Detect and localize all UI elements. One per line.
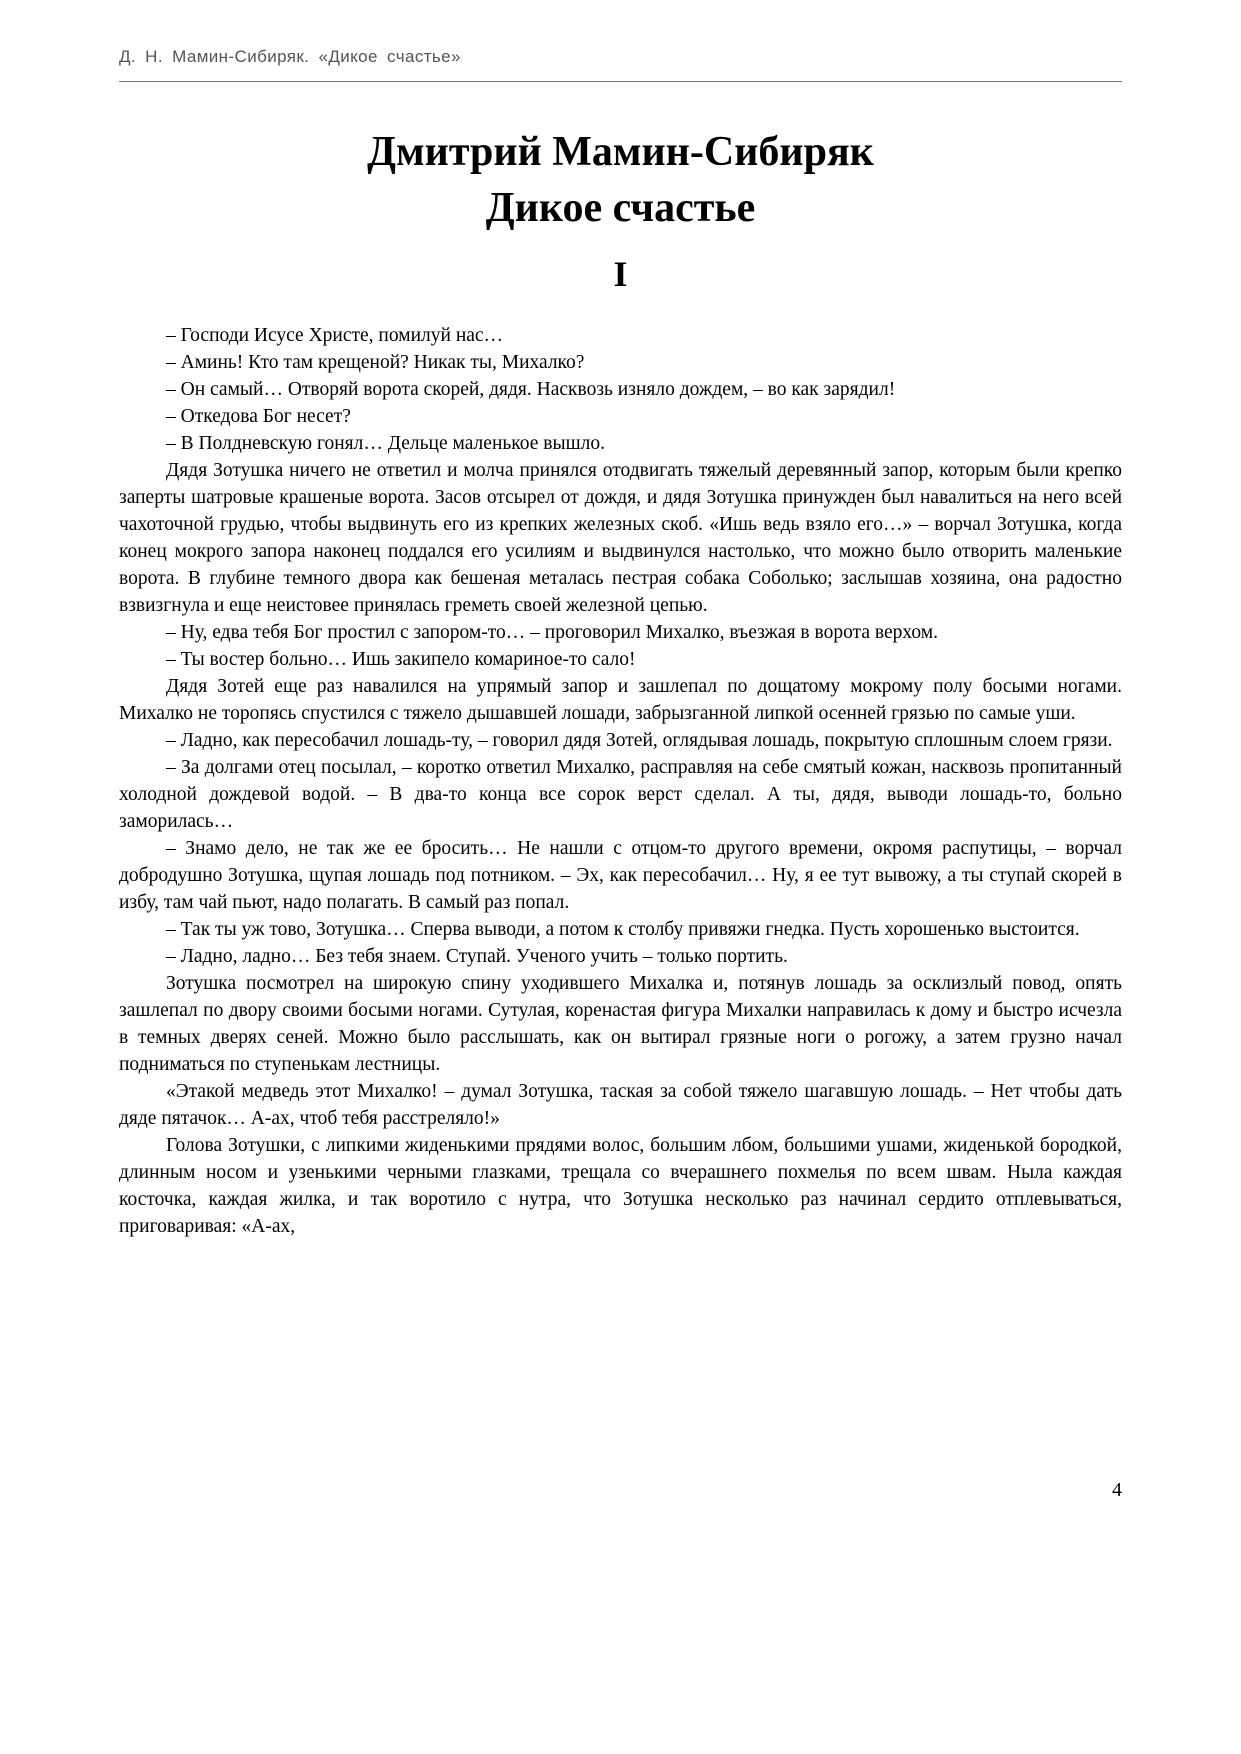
title-block: [119, 124, 1122, 236]
paragraph: – Откедова Бог несет?: [166, 406, 351, 427]
header-divider: [119, 81, 1122, 82]
paragraph: – Так ты уж тово, Зотушка… Сперва выводи, а потом к столбу привяжи гнедка. Пусть хорошенько выстоится.: [166, 919, 1080, 940]
body-text: [119, 322, 1122, 1240]
paragraph: Дядя Зотушка ничего не ответил и молча принялся отодвигать тяжелый деревянный запор, которым были крепко заперты шатровые крашеные ворота. Засов отсырел от дождя, и дядя Зотушка принужден был навалиться на него всей чахоточной грудью, чтобы выдвинуть его из крепких железных скоб. «Ишь ведь взяло его…» – ворчал Зотушка, когда конец мокрого запора наконец поддался его усилиям и выдвинулся настолько, что можно было отворить маленькие ворота. В глубине темного двора как бешеная металась пестрая собака Соболько; заслышав хозяина, она радостно взвизгнула и еще неистовее принялась греметь своей железной цепью.: [119, 460, 1122, 616]
paragraph: – Господи Исусе Христе, помилуй нас…: [166, 325, 504, 346]
author-name: Дмитрий Мамин-Сибиряк: [367, 129, 874, 175]
paragraph: – За долгами отец посылал, – коротко ответил Михалко, расправляя на себе смятый кожан, насквозь пропитанный холодной дождевой водой. – В два-то конца все сорок верст сделал. А ты, дядя, выводи лошадь-то, больно заморилась…: [119, 757, 1122, 832]
paragraph: Дядя Зотей еще раз навалился на упрямый запор и зашлепал по дощатому мокрому полу босыми ногами. Михалко не торопясь спустился с тяжело дышавшей лошади, забрызганной липкой осенней грязью по самые уши.: [119, 676, 1122, 724]
paragraph: – Он самый… Отворяй ворота скорей, дядя. Насквозь изняло дождем, – во как зарядил!: [166, 379, 896, 400]
paragraph: – Ну, едва тебя Бог простил с запором-то… – проговорил Михалко, въезжая в ворота верхом.: [166, 622, 938, 643]
paragraph: Зотушка посмотрел на широкую спину уходившего Михалка и, потянув лошадь за осклизлый повод, опять зашлепал по двору своими босыми ногами. Сутулая, коренастая фигура Михалки направилась к дому и быстро исчезла в темных дверях сеней. Можно было расслышать, как он вытирал грязные ноги о рогожу, а затем грузно начал подниматься по ступенькам лестницы.: [119, 973, 1122, 1075]
paragraph: «Этакой медведь этот Михалко! – думал Зотушка, таская за собой тяжело шагавшую лошадь. – Нет чтобы дать дяде пятачок… А-ах, чтоб тебя расстреляло!»: [119, 1081, 1122, 1129]
chapter-heading: I: [613, 254, 628, 294]
paragraph: – Ладно, как пересобачил лошадь-ту, – говорил дядя Зотей, оглядывая лошадь, покрытую сплошным слоем грязи.: [166, 730, 1113, 751]
running-header: Д. Н. Мамин-Сибиряк. «Дикое счастье»: [119, 47, 461, 66]
paragraph: – Знамо дело, не так же ее бросить… Не нашли с отцом-то другого времени, окромя распутицы, – ворчал добродушно Зотушка, щупая лошадь под потником. – Эх, как пересобачил… Ну, я ее тут вывожу, а ты ступай скорей в избу, там чай пьют, надо полагать. В самый раз попал.: [119, 838, 1122, 913]
paragraph: – Ты востер больно… Ишь закипело комариное-то сало!: [166, 649, 636, 670]
paragraph: Голова Зотушки, с липкими жиденькими прядями волос, большим лбом, большими ушами, жиденькой бородкой, длинным носом и узенькими черными глазками, трещала со вчерашнего похмелья по всем швам. Ныла каждая косточка, каждая жилка, и так воротило с нутра, что Зотушка несколько раз начинал сердито отплевываться, приговаривая: «А-ах,: [119, 1135, 1122, 1237]
paragraph: – В Полдневскую гонял… Дельце маленькое вышло.: [166, 433, 605, 454]
page-number: 4: [1112, 1479, 1122, 1501]
book-title: Дикое счастье: [485, 185, 756, 231]
paragraph: – Ладно, ладно… Без тебя знаем. Ступай. Ученого учить – только портить.: [166, 946, 788, 967]
paragraph: – Аминь! Кто там крещеной? Никак ты, Михалко?: [166, 352, 585, 373]
